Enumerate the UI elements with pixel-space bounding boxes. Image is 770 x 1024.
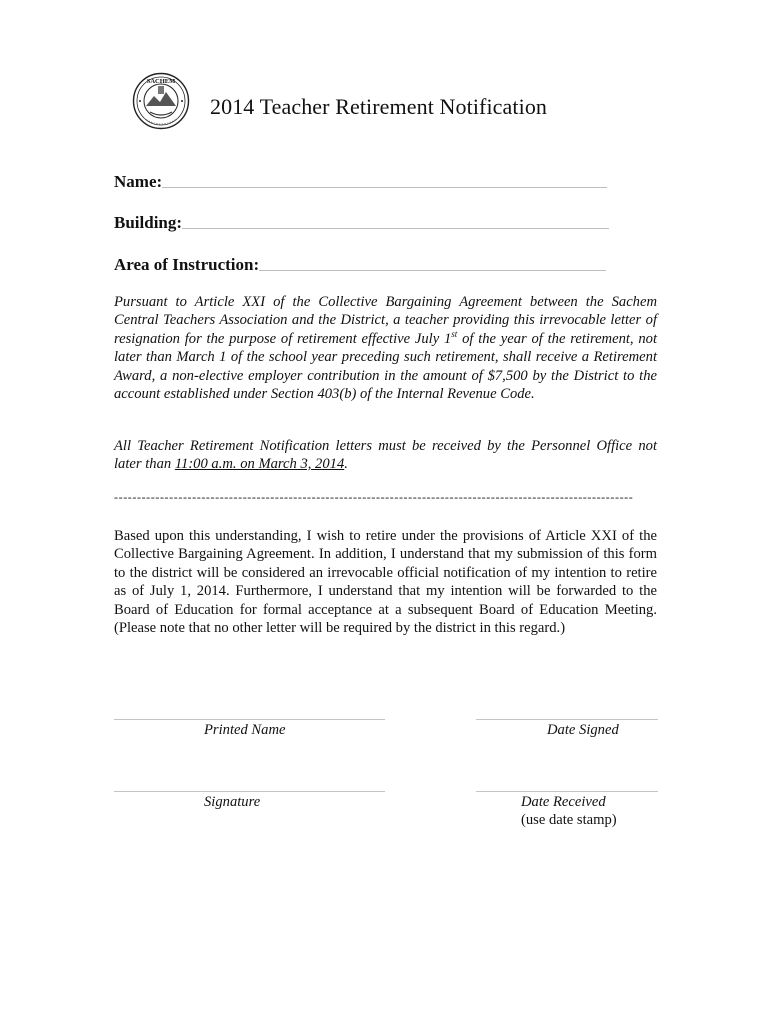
deadline-time: 11:00 a.m. on March 3, 2014 <box>174 456 345 473</box>
printed-name-line[interactable] <box>114 719 385 720</box>
building-label: Building: <box>114 213 183 232</box>
date-signed-line[interactable] <box>476 719 658 720</box>
page-title: 2014 Teacher Retirement Notification <box>210 94 548 119</box>
deadline-suffix: . <box>344 456 348 473</box>
dashed-separator: ----------------------------------------------------------------------------------------------------------------- <box>114 490 634 504</box>
building-input-line[interactable] <box>182 227 609 229</box>
date-received-note: (use date stamp) <box>521 812 617 828</box>
printed-name-label: Printed Name <box>204 722 286 738</box>
name-label: Name: <box>114 172 163 191</box>
area-of-instruction-input-line[interactable] <box>259 269 606 271</box>
date-received-line[interactable] <box>476 791 658 792</box>
deadline-paragraph <box>114 437 657 474</box>
deadline-prefix: All Teacher Retirement Notification letters must be received by the Personnel Office not later than <box>114 438 657 473</box>
policy-superscript: st <box>451 328 458 339</box>
building-field[interactable] <box>114 211 609 233</box>
date-received-label: Date Received <box>521 794 606 810</box>
name-field[interactable] <box>114 170 607 192</box>
signature-label: Signature <box>204 794 261 810</box>
acknowledgement-paragraph: Based upon this understanding, I wish to retire under the provisions of Article XXI of the Collective Bargaining Agreement. In addition, I understand that my submission of this form to the district will be considered an irrevocable official notification of my intention to retire as of July 1, 2014. Furthermore, I understand that my intention will be forwarded to the Board of Education for formal acceptance at a subsequent Board of Education Meeting. (Please note that no other letter will be required by the district in this regard.) <box>114 528 657 637</box>
area-of-instruction-field[interactable] <box>114 253 606 275</box>
seal-icon <box>132 72 190 130</box>
date-signed-label: Date Signed <box>547 722 619 738</box>
svg-text:SACHEM: SACHEM <box>146 78 176 85</box>
area-of-instruction-label: Area of Instruction: <box>114 255 260 274</box>
policy-text-part2: of the year of the retirement, not later than March 1 of the school year preceding such retirement, shall receive a Retirement Award, a non-elective employer contribution in the amount of $7,500 by the District to the account established under Section 403(b) of the Internal Revenue Code. <box>114 330 657 403</box>
name-input-line[interactable] <box>162 186 607 188</box>
signature-line[interactable] <box>114 791 385 792</box>
policy-text-part1: Pursuant to Article XXI of the Collective Bargaining Agreement between the Sachem Central Teachers Association and the District, a teacher providing this irrevocable letter of resignation for the purpose of retirement effective July 1 <box>114 294 657 347</box>
policy-paragraph <box>114 293 657 403</box>
sachem-seal-logo <box>132 72 190 130</box>
